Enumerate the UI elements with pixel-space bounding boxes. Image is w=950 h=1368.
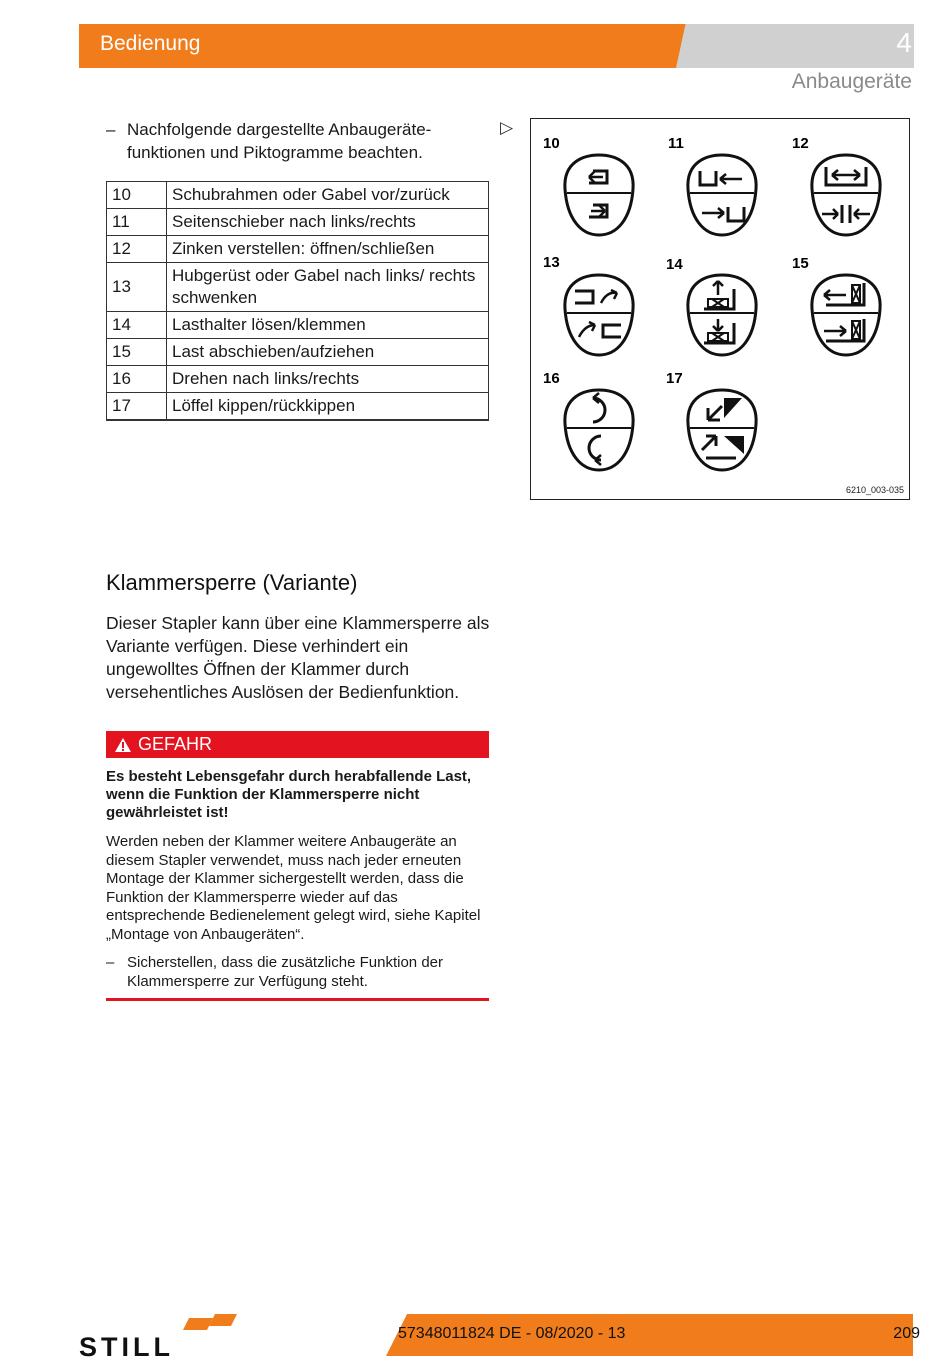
still-logo [79,1312,237,1358]
table-cell-description: Hubgerüst oder Gabel nach links/ rechts schwenken [167,263,489,312]
table-row [107,312,489,339]
rotator-knob-icon [565,390,633,470]
pictogram-label-11: 11 [668,135,684,152]
pictogram-label-15: 15 [792,255,809,272]
table-cell-description: Seitenschieber nach links/rechts [167,209,489,236]
table-cell-number: 15 [107,339,167,366]
table-cell-number: 13 [107,263,167,312]
danger-banner [106,731,489,758]
table-cell-number: 14 [107,312,167,339]
header-chapter-tab [676,24,914,68]
table-cell-number: 10 [107,182,167,209]
header-section-title: Bedienung [100,32,201,55]
logo-wordmark: STILL [79,1332,174,1358]
load-clamp-knob-icon [688,275,756,355]
danger-instruction [106,954,492,991]
push-pull-knob-icon [812,275,880,355]
pictogram-label-12: 12 [792,135,809,152]
table-cell-description: Schubrahmen oder Gabel vor/zurück [167,182,489,209]
pictogram-label-14: 14 [666,256,683,273]
table-cell-description: Löffel kippen/rückkippen [167,393,489,421]
table-row [107,209,489,236]
pictogram-figure [530,118,910,500]
function-table [106,181,489,421]
table-cell-number: 16 [107,366,167,393]
pictogram-label-10: 10 [543,135,560,152]
fork-positioner-knob-icon [812,155,880,235]
reach-frame-knob-icon [565,155,633,235]
intro-text: Nachfolgende dargestellte Anbaugeräte-funktionen und Piktogramme beachten. [127,120,432,162]
table-cell-description: Lasthalter lösen/klemmen [167,312,489,339]
section-heading: Klammersperre (Variante) [106,570,358,595]
table-row [107,182,489,209]
dash-bullet: – [106,954,115,971]
warning-triangle-icon [114,737,132,753]
page-number: 209 [893,1325,920,1342]
subsection-title: Anbaugeräte [791,70,912,93]
danger-headline: Es besteht Lebensgefahr durch herabfallende Last, wenn die Funktion der Klammersperre nicht gewährleistet ist! [106,768,472,821]
dash-bullet: – [106,120,116,139]
pictogram-label-16: 16 [543,370,560,387]
side-shifter-knob-icon [688,155,756,235]
footer-doc-reference: 57348011824 DE - 08/2020 - 13 [398,1325,626,1342]
danger-end-line [106,998,489,1001]
danger-label: GEFAHR [138,734,213,754]
figure-id: 6210_003-035 [845,485,904,495]
table-cell-number: 11 [107,209,167,236]
intro-instruction [106,118,486,164]
danger-text: Werden neben der Klammer weitere Anbaugeräte an diesem Stapler verwendet, muss nach jeder erneuten Montage der Klammer sichergestellt werden, dass die Funktion der Klammersperre wieder auf das entsprechende Bedienelement gelegt wird, siehe Kapitel „Montage von Anbaugeräten“. [106,833,481,943]
section-body: Dieser Stapler kann über eine Klammersperre als Variante verfügen. Diese verhindert ein ungewolltes Öffnen der Klammer durch versehentliches Auslösen der Bedienfunktion. [106,613,490,702]
mast-swing-knob-icon [565,275,633,355]
table-row [107,366,489,393]
pictogram-label-13: 13 [543,254,560,271]
table-row [107,263,489,312]
table-row [107,339,489,366]
table-row [107,236,489,263]
table-cell-number: 17 [107,393,167,421]
table-row [107,393,489,421]
chapter-number: 4 [896,27,912,58]
table-cell-description: Drehen nach links/rechts [167,366,489,393]
danger-instruction-text: Sicherstellen, dass die zusätzliche Funktion der Klammersperre zur Verfügung steht. [127,954,443,990]
table-cell-description: Zinken verstellen: öffnen/schließen [167,236,489,263]
pictogram-label-17: 17 [666,370,683,387]
bucket-tip-knob-icon [688,390,756,470]
pictogram-graphic [531,119,911,501]
table-cell-description: Last abschieben/aufziehen [167,339,489,366]
figure-marker-icon: ▷ [500,118,514,137]
table-cell-number: 12 [107,236,167,263]
